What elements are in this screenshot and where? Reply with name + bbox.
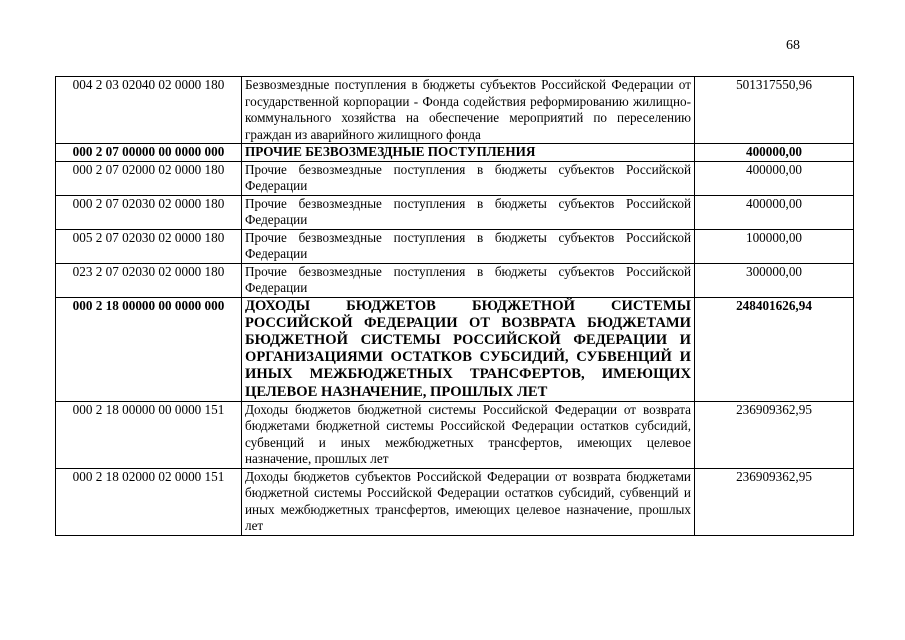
budget-code: 023 2 07 02030 02 0000 180 <box>56 263 242 297</box>
amount: 400000,00 <box>695 161 854 195</box>
table-row <box>56 77 854 144</box>
page-number: 68 <box>786 38 800 53</box>
table-row <box>56 144 854 162</box>
table-row <box>56 161 854 195</box>
revenue-name: ПРОЧИЕ БЕЗВОЗМЕЗДНЫЕ ПОСТУПЛЕНИЯ <box>242 144 695 162</box>
amount: 300000,00 <box>695 263 854 297</box>
amount: 400000,00 <box>695 144 854 162</box>
table-row <box>56 229 854 263</box>
budget-code: 000 2 18 00000 00 0000 151 <box>56 401 242 468</box>
revenue-table <box>55 76 854 536</box>
amount: 100000,00 <box>695 229 854 263</box>
amount: 248401626,94 <box>695 297 854 401</box>
revenue-name: Доходы бюджетов субъектов Российской Федерации от возврата бюджетами бюджетной системы Российской Федерации остатков субсидий, субвенций и иных межбюджетных трансфертов, имеющих целевое назначение, прошлых лет <box>242 468 695 535</box>
budget-code: 000 2 07 02030 02 0000 180 <box>56 195 242 229</box>
revenue-name: ДОХОДЫ БЮДЖЕТОВ БЮДЖЕТНОЙ СИСТЕМЫ РОССИЙСКОЙ ФЕДЕРАЦИИ ОТ ВОЗВРАТА БЮДЖЕТАМИ БЮДЖЕТНОЙ СИСТЕМЫ РОССИЙСКОЙ ФЕДЕРАЦИИ И ОРГАНИЗАЦИЯМИ ОСТАТКОВ СУБСИДИЙ, СУБВЕНЦИЙ И ИНЫХ МЕЖБЮДЖЕТНЫХ ТРАНСФЕРТОВ, ИМЕЮЩИХ ЦЕЛЕВОЕ НАЗНАЧЕНИЕ, ПРОШЛЫХ ЛЕТ <box>242 297 695 401</box>
budget-code: 004 2 03 02040 02 0000 180 <box>56 77 242 144</box>
table-row <box>56 468 854 535</box>
table-row <box>56 401 854 468</box>
amount: 501317550,96 <box>695 77 854 144</box>
budget-code: 005 2 07 02030 02 0000 180 <box>56 229 242 263</box>
budget-code: 000 2 07 02000 02 0000 180 <box>56 161 242 195</box>
budget-code: 000 2 07 00000 00 0000 000 <box>56 144 242 162</box>
revenue-name: Прочие безвозмездные поступления в бюджеты субъектов Российской Федерации <box>242 161 695 195</box>
revenue-name: Прочие безвозмездные поступления в бюджеты субъектов Российской Федерации <box>242 263 695 297</box>
revenue-name: Безвозмездные поступления в бюджеты субъектов Российской Федерации от государственной корпорации - Фонда содействия реформированию жилищно-коммунального хозяйства на обеспечение мероприятий по переселению граждан из аварийного жилищного фонда <box>242 77 695 144</box>
revenue-name: Доходы бюджетов бюджетной системы Российской Федерации от возврата бюджетами бюджетной системы Российской Федерации остатков субсидий, субвенций и иных межбюджетных трансфертов, имеющих целевое назначение, прошлых лет <box>242 401 695 468</box>
amount: 236909362,95 <box>695 401 854 468</box>
amount: 236909362,95 <box>695 468 854 535</box>
amount: 400000,00 <box>695 195 854 229</box>
table-row <box>56 195 854 229</box>
budget-code: 000 2 18 02000 02 0000 151 <box>56 468 242 535</box>
revenue-name: Прочие безвозмездные поступления в бюджеты субъектов Российской Федерации <box>242 195 695 229</box>
table-row <box>56 297 854 401</box>
revenue-name: Прочие безвозмездные поступления в бюджеты субъектов Российской Федерации <box>242 229 695 263</box>
table-row <box>56 263 854 297</box>
budget-code: 000 2 18 00000 00 0000 000 <box>56 297 242 401</box>
